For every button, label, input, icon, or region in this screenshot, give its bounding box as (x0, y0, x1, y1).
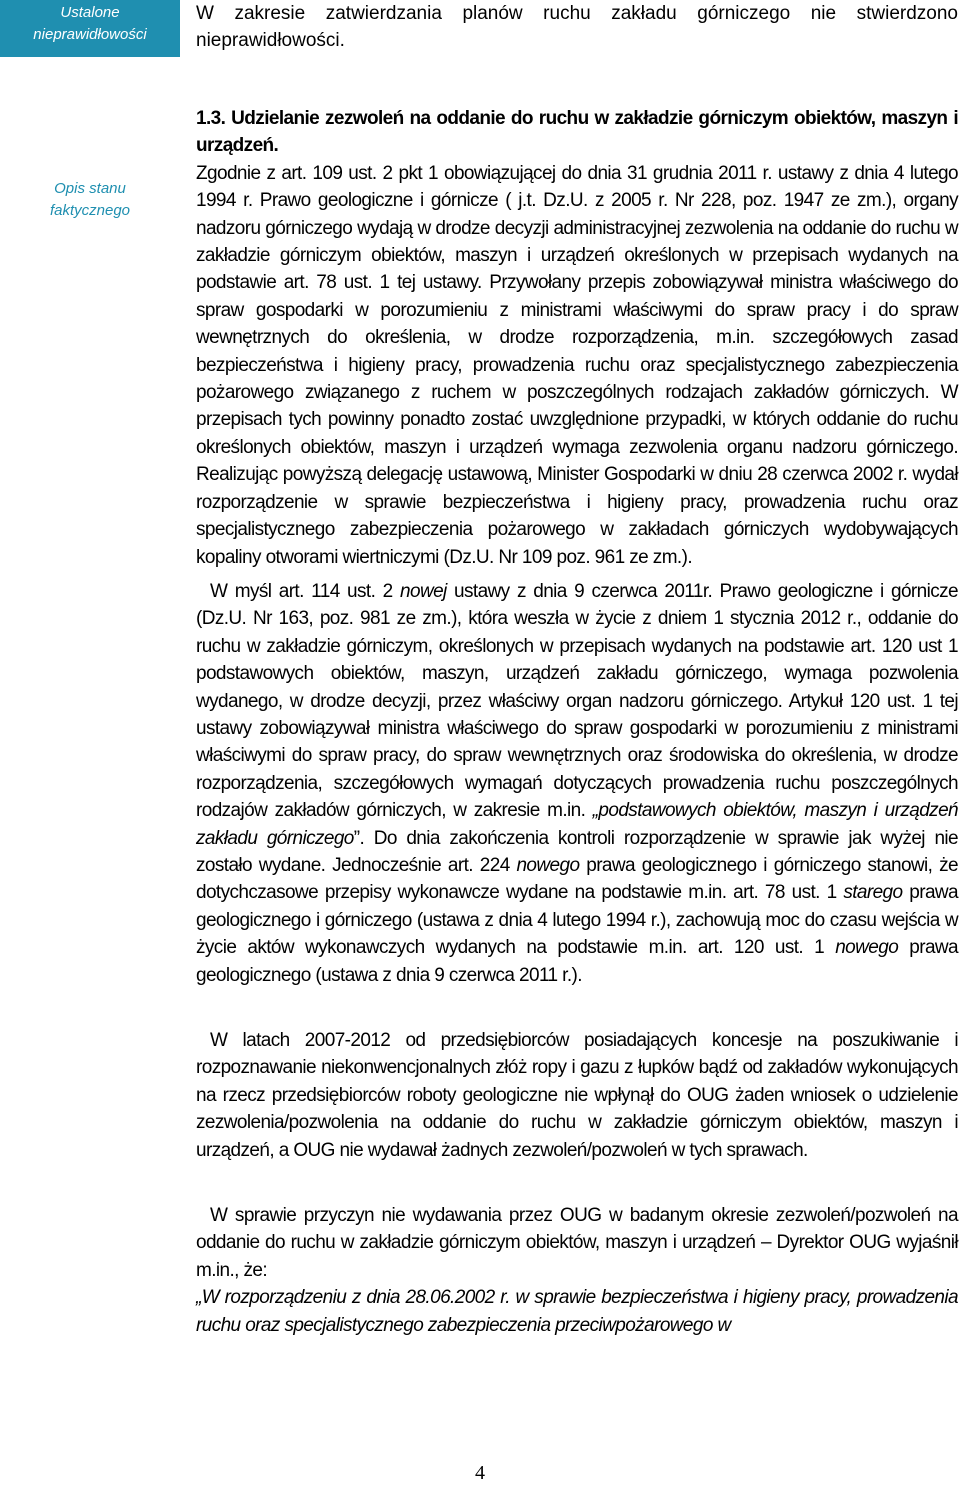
facts-label-line2: faktycznego (49, 202, 131, 219)
paragraph-new-law-text-5: prawa geologicznego i górniczego (ustawa z dnia 4 lutego 1994 r.), zachowują moc do czasu wejścia w życie aktów wykonawczych wydanych na podstawie m.in. art. 120 ust. 1 (196, 882, 958, 959)
paragraph-new-law-text-3: ”. Do dnia zakończenia kontroli rozporządzenie w sprawie jak wyżej nie zostało wydane. Jednocześnie art. 224 (196, 827, 959, 876)
findings-label-cell (0, 0, 180, 57)
findings-label-line1: Ustalone (60, 4, 120, 21)
paragraph-legal-basis: Zgodnie z art. 109 ust. 2 pkt 1 obowiązującej do dnia 31 grudnia 2011 r. ustawy z dnia 4 lutego 1994 r. Prawo geologiczne i górnicze ( j.t. Dz.U. z 2005 r. Nr 228, poz. 1947 ze zm.), organy nadzoru górniczego wydają w drodze decyzji administracyjnej zezwolenia na oddanie do ruchu w zakładzie górniczym obiektów, maszyn i urządzeń określonych w przepisach wydanych na podstawie art. 78 ust. 1 tej ustawy. Przywołany przepis zobowiązywał ministra właściwego do spraw gospodarki w porozumieniu z ministrami właściwymi do spraw pracy i do spraw wewnętrznych do określenia, w drodze rozporządzenia, m.in. szczegółowych zasad bezpieczeństwa i higieny pracy, prowadzenia ruchu oraz specjalistycznego zabezpieczenia pożarowego związanego z ruchem w poszczególnych rodzajach zakładów górniczych. W przepisach tych powinny ponadto zostać uwzględnione przypadki, w których oddanie do ruchu określonych obiektów, maszyn i urządzeń wymaga zezwolenia organu nadzoru górniczego. Realizując powyższą delegację ustawową, Minister Gospodarki w dniu 28 czerwca 2002 r. wydał rozporządzenie w sprawie bezpieczeństwa i higieny pracy, prowadzenia ruchu oraz specjalistycznego zabezpieczenia pożarowego w zakładach górniczych wydobywających kopaliny otworami wiertniczymi (Dz.U. Nr 109 poz. 961 ze zm.). (196, 162, 958, 568)
facts-label-cell (0, 170, 180, 238)
page-number: 4 (475, 1462, 485, 1484)
paragraph-new-law-italic-4: starego (843, 882, 903, 904)
findings-text-block (196, 0, 958, 55)
paragraph-quotation: „W rozporządzeniu z dnia 28.06.2002 r. w sprawie bezpieczeństwa i higieny pracy, prowadzenia ruchu oraz specjalistycznego zabezpieczenia przeciwpożarowego w (196, 1287, 958, 1336)
paragraph-director-explanation: W sprawie przyczyn nie wydawania przez OUG w badanym okresie zezwoleń/pozwoleń na oddanie do ruchu w zakładzie górniczym obiektów, maszyn i urządzeń – Dyrektor OUG wyjaśnił m.in., że: (196, 1205, 958, 1281)
paragraph-new-law-text-2: ustawy z dnia 9 czerwca 2011r. Prawo geologiczne i górnicze (Dz.U. Nr 163, poz. 981 ze zm.), która weszła w życie z dniem 1 stycznia 2012 r., oddanie do ruchu w zakładzie górniczym, określonych w przepisach wydanych na podstawie art. 120 ust 1 podstawowych obiektów, maszyn, urządzeń zakładu górniczego, wymaga pozwolenia wydanego, w drodze decyzji, przez właściwy organ nadzoru górniczego. Artykuł 120 ust. 1 tej ustawy zobowiązywał ministra właściwego do spraw gospodarki w porozumieniu z ministrami właściwymi do spraw pracy, do spraw wewnętrznych oraz środowiska do określenia, w drodze rozporządzenia, szczegółowych wymagań dotyczących prowadzenia ruchu poszczególnych rodzajów zakładów górniczych, w zakresie m.in. (196, 580, 959, 822)
paragraph-no-applications: W latach 2007-2012 od przedsiębiorców posiadających koncesje na poszukiwanie i rozpoznawanie niekonwencjonalnych złóż ropy i gazu z łupków bądź od zakładów wykonujących na rzecz przedsiębiorców roboty geologiczne nie wpłynął do OUG żaden wniosek o udzielenie zezwolenia/pozwolenia na oddanie do ruchu w zakładzie górniczym obiektów, maszyn i urządzeń, a OUG nie wydawał żadnych zezwoleń/pozwoleń w tych sprawach. (196, 1030, 958, 1161)
paragraph-new-law-italic-3: nowego (516, 854, 580, 876)
paragraph-new-law-italic-5: nowego (835, 937, 899, 959)
section-heading: 1.3. Udzielanie zezwoleń na oddanie do ruchu w zakładzie górniczym obiektów, maszyn i urządzeń. (196, 108, 958, 157)
findings-text: W zakresie zatwierdzania planów ruchu zakładu górniczego nie stwierdzono nieprawidłowości. (196, 3, 958, 52)
findings-label-line2: nieprawidłowości (33, 26, 147, 43)
paragraph-new-law (196, 578, 958, 989)
main-section (196, 105, 958, 1339)
paragraph-new-law-text-1: W myśl art. 114 ust. 2 (210, 580, 401, 602)
facts-label-line1: Opis stanu (54, 180, 126, 197)
paragraph-new-law-italic-1: nowej (400, 580, 447, 602)
paragraph-new-law-italic-2: „podstawowych obiektów, maszyn i urządzeń zakładu górniczego (196, 800, 959, 849)
paragraph-new-law-text-6: prawa geologicznego (ustawa z dnia 9 czerwca 2011 r.). (196, 937, 958, 986)
paragraph-new-law-text-4: prawa geologicznego i górniczego stanowi, że dotychczasowe przepisy wykonawcze wydane na podstawie m.in. art. 78 ust. 1 (196, 854, 959, 904)
